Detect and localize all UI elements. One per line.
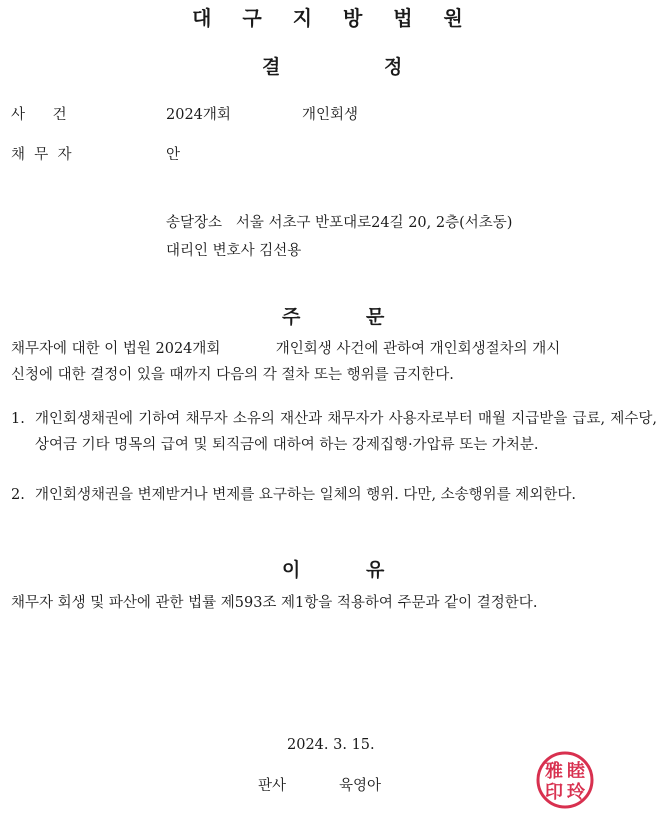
court-name: 대 구 지 방 법 원 bbox=[192, 6, 475, 30]
order-intro-line1: 채무자에 대한 이 법원 2024개회 개인회생 사건에 관하여 개인회생절차의 개시 bbox=[11, 341, 561, 357]
reason-text: 채무자 회생 및 파산에 관한 법률 제593조 제1항을 적용하여 주문과 같이 결정한다. bbox=[11, 595, 538, 611]
case-type: 개인회생 bbox=[302, 107, 359, 123]
judge-title: 판사 bbox=[258, 778, 287, 794]
doc-title-right: 정 bbox=[384, 56, 403, 78]
reason-heading-right: 유 bbox=[366, 559, 385, 581]
case-number: 2024개회 bbox=[166, 107, 231, 123]
seal-char: 睦 bbox=[567, 761, 585, 782]
reason-heading-left: 이 bbox=[282, 559, 301, 581]
service-address: 서울 서초구 반포대로24길 20, 2층(서초동) bbox=[235, 215, 513, 231]
doc-title-left: 결 bbox=[262, 56, 281, 78]
order-item-text: 개인회생채권을 변제받거나 변제를 요구하는 일체의 행위. 다만, 소송행위를 제외한다. bbox=[35, 487, 576, 503]
order-heading-left: 주 bbox=[282, 306, 301, 328]
order-item-number: 2. bbox=[11, 487, 25, 503]
judge-name: 육영아 bbox=[339, 778, 382, 794]
service-address-line bbox=[166, 213, 512, 233]
order-item-text: 개인회생채권에 기하여 채무자 소유의 재산과 채무자가 사용자로부터 매월 지급받을 급료, 제수당, 상여금 기타 명목의 급여 및 퇴직금에 대하여 하는 강제집행·가압류 또는 가처분. bbox=[35, 411, 657, 453]
seal-char: 玲 bbox=[567, 782, 585, 803]
seal-char: 印 bbox=[545, 782, 563, 803]
debtor-label: 채 무 자 bbox=[11, 147, 72, 163]
decision-date: 2024. 3. 15. bbox=[287, 737, 375, 753]
order-intro-line2: 신청에 대한 결정이 있을 때까지 다음의 각 절차 또는 행위를 금지한다. bbox=[11, 367, 454, 383]
case-label: 사 건 bbox=[11, 107, 67, 123]
debtor-name: 안 bbox=[166, 147, 181, 163]
order-item-2 bbox=[11, 482, 657, 508]
order-item-number: 1. bbox=[11, 411, 25, 427]
judge-seal-stamp bbox=[535, 750, 595, 810]
seal-char: 雅 bbox=[545, 761, 563, 782]
service-label: 송달장소 bbox=[166, 215, 223, 231]
agent-line: 대리인 변호사 김선용 bbox=[166, 243, 302, 259]
order-heading-right: 문 bbox=[366, 306, 385, 328]
order-item-1 bbox=[11, 406, 657, 458]
